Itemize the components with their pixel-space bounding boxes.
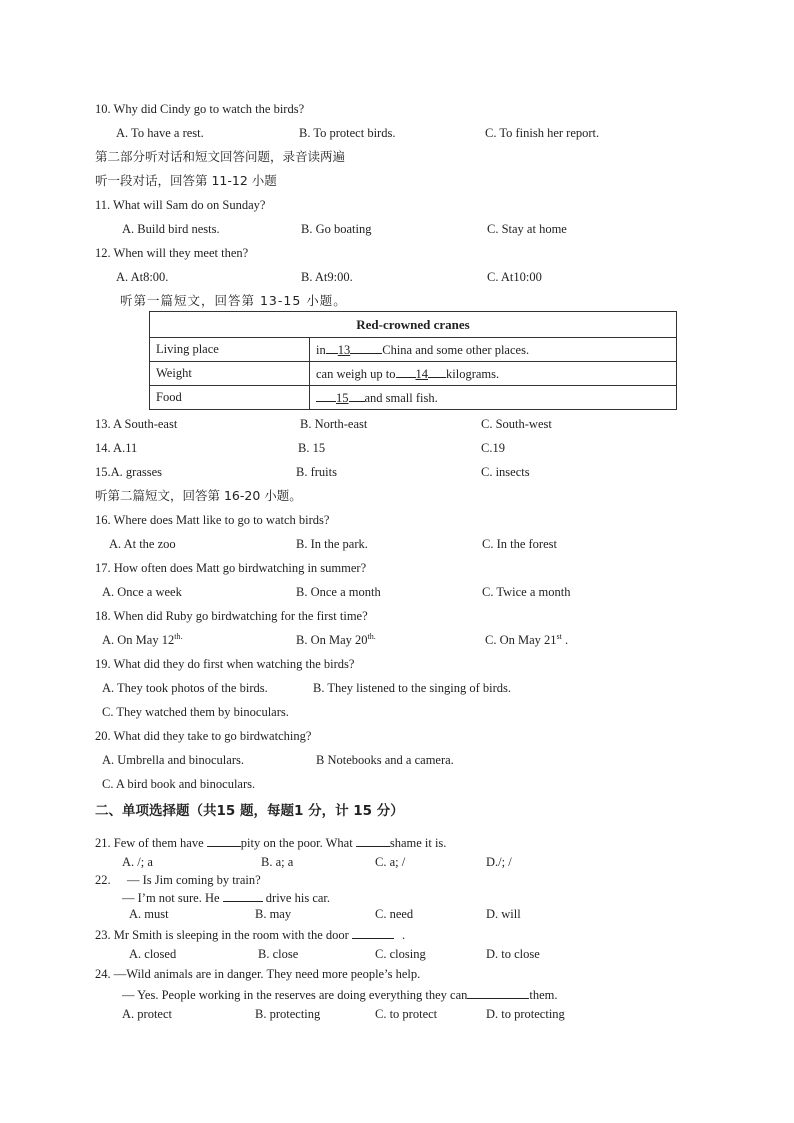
q23-option-a: A. closed: [129, 947, 177, 961]
q22-option-c: C. need: [375, 907, 414, 921]
q20-option-a: A. Umbrella and binoculars.: [102, 753, 244, 767]
q16-stem: 16. Where does Matt like to go to watch birds?: [95, 513, 330, 527]
q17-stem: 17. How often does Matt go birdwatching in summer?: [95, 561, 367, 575]
q19-stem: 19. What did they do first when watching the birds?: [95, 657, 355, 671]
q14-option-c: C.19: [481, 441, 505, 455]
row-label: Living place: [150, 338, 310, 362]
dialogue-heading: 听一段对话，回答第 11-12 小题: [95, 173, 277, 188]
q19-option-c: C. They watched them by binoculars.: [102, 705, 289, 719]
q21-stem: 21. Few of them have pity on the poor. What shame it is.: [95, 836, 447, 850]
q10-stem: 10. Why did Cindy go to watch the birds?: [95, 102, 305, 116]
q13-option-a: 13. A South-east: [95, 417, 178, 431]
q11-option-a: A. Build bird nests.: [122, 222, 220, 236]
q21-option-a: A. /; a: [122, 855, 153, 869]
q20-option-c: C. A bird book and binoculars.: [102, 777, 256, 791]
q24-option-d: D. to protecting: [486, 1007, 565, 1021]
row-label: Food: [150, 386, 310, 410]
row-value: 15 and small fish.: [310, 386, 677, 410]
q21-option-d: D./; /: [486, 855, 512, 869]
q12-option-b: B. At9:00.: [301, 270, 353, 284]
q19-option-a: A. They took photos of the birds.: [102, 681, 268, 695]
row-value: in 13 China and some other places.: [310, 338, 677, 362]
q16-option-c: C. In the forest: [482, 537, 557, 551]
table-row: [150, 386, 677, 410]
q22-line1: — Is Jim coming by train?: [127, 873, 261, 887]
q23-option-d: D. to close: [486, 947, 540, 961]
q12-option-a: A. At8:00.: [116, 270, 169, 284]
q17-option-c: C. Twice a month: [482, 585, 571, 599]
q11-option-b: B. Go boating: [301, 222, 372, 236]
q12-option-c: C. At10:00: [487, 270, 542, 284]
q19-option-b: B. They listened to the singing of birds.: [313, 681, 512, 695]
q20-stem: 20. What did they take to go birdwatching?: [95, 729, 312, 743]
q10-option-a: A. To have a rest.: [116, 126, 204, 140]
q11-stem: 11. What will Sam do on Sunday?: [95, 198, 266, 212]
q10-option-c: C. To finish her report.: [485, 126, 600, 140]
q15-option-b: B. fruits: [296, 465, 337, 479]
q22-option-b: B. may: [255, 907, 292, 921]
q21-option-b: B. a; a: [261, 855, 294, 869]
table-title: Red-crowned cranes: [150, 312, 677, 338]
q23-option-c: C. closing: [375, 947, 426, 961]
blank-15: 15: [336, 391, 349, 405]
q16-option-a: A. At the zoo: [109, 537, 176, 551]
q22-number: 22.: [95, 873, 111, 887]
q14-option-b: B. 15: [298, 441, 326, 455]
table-row: [150, 338, 677, 362]
q20-option-b: B Notebooks and a camera.: [316, 753, 454, 767]
q18-stem: 18. When did Ruby go birdwatching for the first time?: [95, 609, 368, 623]
q24-line2: — Yes. People working in the reserves are doing everything they can them.: [122, 988, 558, 1002]
table-row: [150, 362, 677, 386]
q15-option-c: C. insects: [481, 465, 530, 479]
section2-heading: 二、单项选择题（共15 题，每题1 分，计 15 分）: [95, 803, 404, 819]
q15-option-a: 15.A. grasses: [95, 465, 163, 479]
q13-option-c: C. South-west: [481, 417, 552, 431]
q16-option-b: B. In the park.: [296, 537, 368, 551]
passage1-heading: 听第一篇短文，回答第 13-15 小题。: [120, 293, 347, 308]
q14-option-a: 14. A.11: [95, 441, 138, 455]
q24-option-c: C. to protect: [375, 1007, 438, 1021]
q17-option-a: A. Once a week: [102, 585, 182, 599]
q17-option-b: B. Once a month: [296, 585, 381, 599]
blank-13: 13: [337, 343, 351, 357]
q18-option-a: A. On May $12^{th.}$: [102, 632, 183, 647]
q13-option-b: B. North-east: [300, 417, 368, 431]
q11-option-c: C. Stay at home: [487, 222, 567, 236]
q24-option-a: A. protect: [122, 1007, 172, 1021]
q23-stem: 23. Mr Smith is sleeping in the room with the door .: [95, 928, 406, 942]
part2-heading: 第二部分听对话和短文回答问题，录音读两遍: [95, 149, 346, 164]
q18-option-b: B. On May $20^{th.}$: [296, 632, 376, 647]
row-label: Weight: [150, 362, 310, 386]
q22-line2: — I’m not sure. He drive his car.: [122, 891, 331, 905]
q24-option-b: B. protecting: [255, 1007, 321, 1021]
blank-14: 14: [415, 367, 428, 381]
q12-stem: 12. When will they meet then?: [95, 246, 249, 260]
q10-option-b: B. To protect birds.: [299, 126, 396, 140]
cranes-table: [149, 311, 677, 410]
q22-option-a: A. must: [129, 907, 169, 921]
q23-option-b: B. close: [258, 947, 299, 961]
passage2-heading: 听第二篇短文，回答第 16-20 小题。: [95, 488, 302, 503]
q22-option-d: D. will: [486, 907, 521, 921]
q21-option-c: C. a; /: [375, 855, 406, 869]
q24-line1: 24. —Wild animals are in danger. They need more people’s help.: [95, 967, 421, 981]
row-value: can weigh up to 14 kilograms.: [310, 362, 677, 386]
q18-option-c: C. On May 21st .: [485, 632, 569, 647]
